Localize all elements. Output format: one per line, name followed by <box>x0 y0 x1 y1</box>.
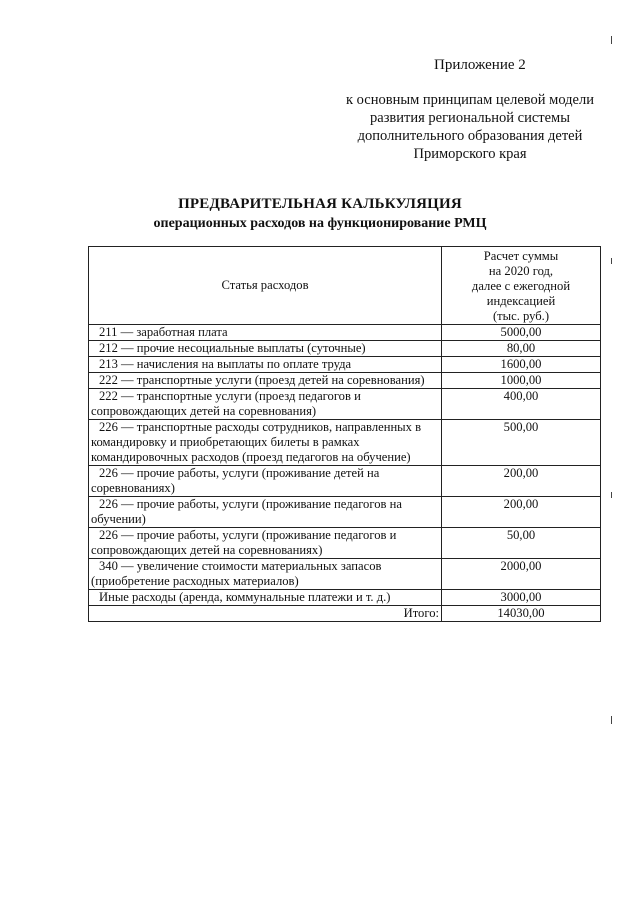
subtitle-line: развития региональной системы <box>370 110 570 126</box>
expense-sum: 1600,00 <box>442 357 601 373</box>
table-row <box>89 590 601 606</box>
expense-article: 340 — увеличение стоимости материальных запасов (приобретение расходных материалов) <box>89 559 442 590</box>
expense-article: 212 — прочие несоциальные выплаты (суточные) <box>89 341 442 357</box>
expense-sum: 50,00 <box>442 528 601 559</box>
subtitle-line: дополнительного образования детей <box>357 128 583 144</box>
expense-article: Иные расходы (аренда, коммунальные платежи и т. д.) <box>89 590 442 606</box>
expense-article: 226 — прочие работы, услуги (проживание детей на соревнованиях) <box>89 466 442 497</box>
expense-table <box>88 246 601 622</box>
expense-article: 222 — транспортные услуги (проезд детей на соревнования) <box>89 373 442 389</box>
expense-sum: 400,00 <box>442 389 601 420</box>
table-row <box>89 373 601 389</box>
header-line: (тыс. руб.) <box>492 309 550 323</box>
table-row <box>89 341 601 357</box>
column-header-sum <box>442 247 601 325</box>
table-row <box>89 528 601 559</box>
table-row <box>89 466 601 497</box>
expense-sum: 500,00 <box>442 420 601 466</box>
appendix-subtitle <box>330 91 610 163</box>
table-row <box>89 559 601 590</box>
header-line: далее с ежегодной <box>471 279 571 293</box>
expense-article: 226 — транспортные расходы сотрудников, направленных в командировку и приобретающих билеты в рамках командировочных расходов (проезд педагогов на обучение) <box>89 420 442 466</box>
expense-article: 213 — начисления на выплаты по оплате труда <box>89 357 442 373</box>
scan-edge-mark <box>611 36 612 44</box>
table-row <box>89 357 601 373</box>
expense-sum: 1000,00 <box>442 373 601 389</box>
total-label: Итого: <box>89 606 442 622</box>
scan-edge-mark <box>611 258 612 264</box>
table-row <box>89 389 601 420</box>
expense-sum: 80,00 <box>442 341 601 357</box>
expense-sum: 200,00 <box>442 466 601 497</box>
scan-edge-mark <box>611 492 612 498</box>
table-row <box>89 497 601 528</box>
table-header-row <box>89 247 601 325</box>
table-row <box>89 325 601 341</box>
header-line: на 2020 год, <box>488 264 554 278</box>
subtitle-line: Приморского края <box>413 146 527 162</box>
expense-sum: 5000,00 <box>442 325 601 341</box>
header-line: индексацией <box>486 294 556 308</box>
document-title: ПРЕДВАРИТЕЛЬНАЯ КАЛЬКУЛЯЦИЯ <box>178 196 462 212</box>
expense-sum: 2000,00 <box>442 559 601 590</box>
total-sum: 14030,00 <box>442 606 601 622</box>
expense-article: 226 — прочие работы, услуги (проживание педагогов и сопровождающих детей на соревнованиях) <box>89 528 442 559</box>
expense-sum: 3000,00 <box>442 590 601 606</box>
expense-article: 211 — заработная плата <box>89 325 442 341</box>
document-subtitle: операционных расходов на функционирование РМЦ <box>153 216 487 231</box>
expense-sum: 200,00 <box>442 497 601 528</box>
expense-article: 222 — транспортные услуги (проезд педагогов и сопровождающих детей на соревнования) <box>89 389 442 420</box>
column-header-article: Статья расходов <box>89 247 442 325</box>
table-total-row <box>89 606 601 622</box>
expense-article: 226 — прочие работы, услуги (проживание педагогов на обучении) <box>89 497 442 528</box>
header-line: Расчет суммы <box>483 249 559 263</box>
appendix-label: Приложение 2 <box>434 57 526 73</box>
table-row <box>89 420 601 466</box>
scan-edge-mark <box>611 716 612 724</box>
subtitle-line: к основным принципам целевой модели <box>346 92 594 108</box>
